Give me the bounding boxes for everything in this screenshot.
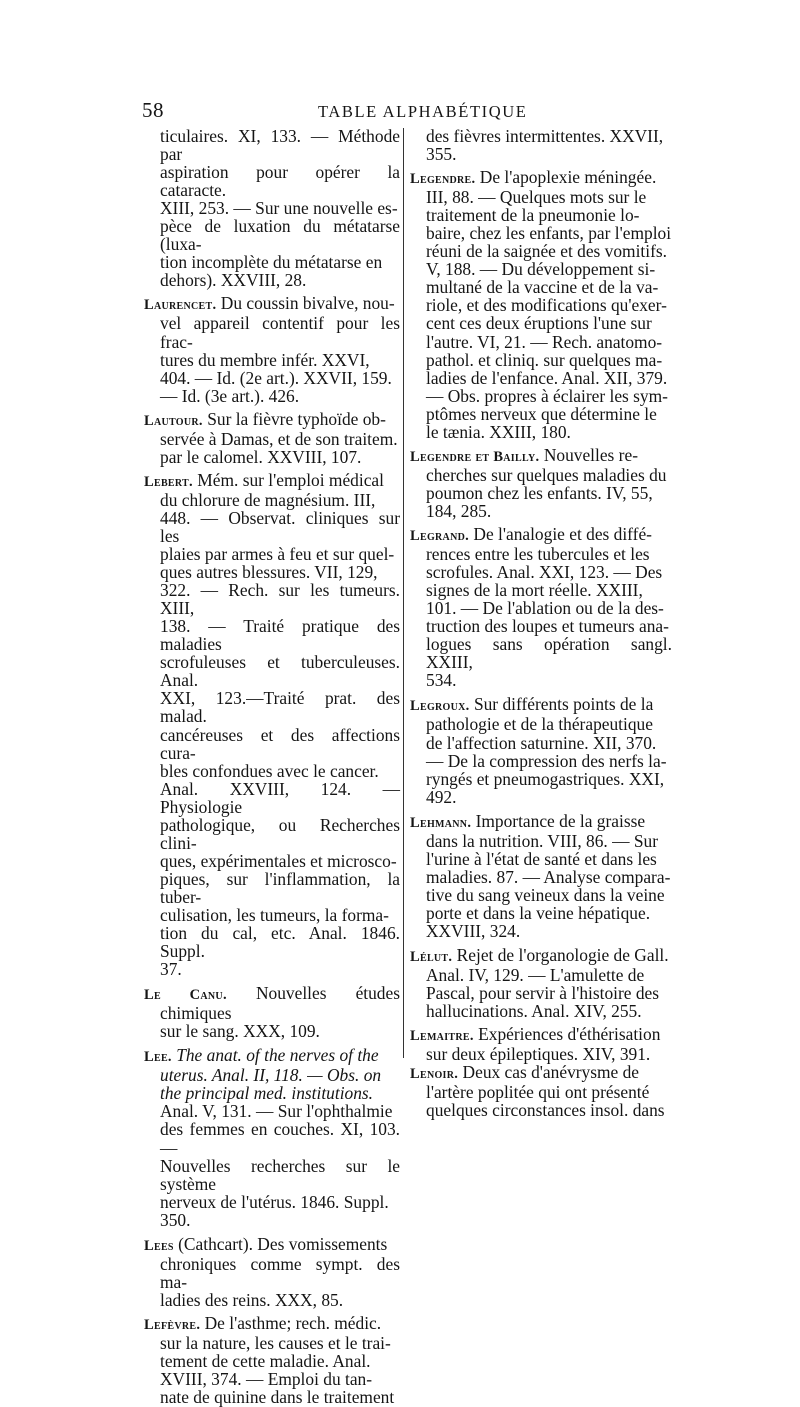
entry-line: maladies. 87. — Analyse compara-: [426, 866, 671, 887]
index-entry: [410, 1063, 672, 1119]
index-entry: [410, 812, 672, 940]
entry-line: culisation, les tumeurs, la forma-: [160, 904, 389, 925]
entry-line: uterus. Anal. II, 118. — Obs. on: [160, 1065, 382, 1086]
entry-line: réuni de la saignée et des vomitifs.: [426, 241, 667, 262]
entry-line: 184, 285.: [426, 500, 492, 521]
entry-line: du chlorure de magnésium. III,: [160, 489, 376, 510]
index-entry: [144, 1314, 400, 1406]
entry-line: Anal. V, 131. — Sur l'ophthalmie: [160, 1101, 393, 1122]
entry-line: ladies de l'enfance. Anal. XII, 379.: [426, 367, 668, 388]
entry-line: V, 188. — Du développement si-: [426, 259, 656, 280]
entry-headword: Lehmann.: [410, 814, 472, 831]
left-column: [144, 127, 400, 1406]
entry-headword: Lefèvre.: [144, 1316, 201, 1333]
entry-line: par le calomel. XXVIII, 107.: [160, 446, 362, 467]
entry-line: 322. — Rech. sur les tumeurs. XIII,: [160, 580, 400, 619]
entry-line: bles confondues avec le cancer.: [160, 760, 379, 781]
entry-headword: Legendre.: [410, 171, 476, 188]
entry-line: multané de la vaccine et de la va-: [426, 277, 659, 298]
entry-line: ques, expérimentales et microsco-: [160, 850, 397, 871]
entry-line: servée à Damas, et de son traitem.: [160, 428, 398, 449]
entry-line: 355.: [426, 144, 457, 165]
index-entry: [410, 168, 672, 441]
index-entry: [144, 294, 400, 404]
entry-line: tion incomplète du métatarse en: [160, 252, 383, 273]
entry-line: Deux cas d'anévrysme de: [458, 1062, 640, 1083]
entry-line: sur la nature, les causes et le trai-: [160, 1333, 391, 1353]
entry-line: 404. — Id. (2e art.). XXVII, 159.: [160, 367, 392, 388]
entry-line: tement de cette maladie. Anal.: [160, 1351, 371, 1372]
entry-line: sur deux épileptiques. XIV, 391.: [426, 1044, 651, 1065]
entry-line: dehors). XXVIII, 28.: [160, 270, 307, 291]
entry-headword: Lélut.: [410, 949, 453, 966]
entry-line: tive du sang veineux dans la veine: [426, 884, 665, 905]
entry-line: Sur différents points de la: [469, 694, 654, 715]
entry-line: Nouvelles études chimiques: [160, 983, 400, 1024]
entry-line: Importance de la graisse: [471, 810, 646, 831]
index-entry: [410, 695, 672, 805]
entry-line: de l'affection saturnine. XII, 370.: [426, 732, 657, 753]
entry-line: dans la nutrition. VIII, 86. — Sur: [426, 830, 659, 851]
entry-line: rences entre les tubercules et les: [426, 544, 650, 565]
entry-line: 492.: [426, 786, 457, 807]
entry-line: tures du membre infér. XXVI,: [160, 349, 370, 370]
entry-headword: Lebert.: [144, 473, 193, 490]
index-entry: [410, 525, 672, 689]
entry-headword: Lautour.: [144, 412, 203, 429]
entry-line: le tænia. XXIII, 180.: [426, 421, 571, 442]
entry-line: porte et dans la veine hépatique.: [426, 902, 651, 923]
entry-line: quelques circonstances insol. dans: [426, 1100, 665, 1121]
entry-line: cancéreuses et des affections cura-: [160, 724, 400, 763]
entry-headword: Legendre et Bailly.: [410, 448, 540, 465]
entry-line: scrofules. Anal. XXI, 123. — Des: [426, 562, 663, 583]
running-title: TABLE ALPHABÉTIQUE: [318, 102, 528, 121]
entry-line: 138. — Traité pratique des maladies: [160, 616, 400, 655]
entry-line: cent ces deux éruptions l'une sur: [426, 313, 652, 334]
index-entry: [410, 446, 672, 520]
entry-headword: Legrand.: [410, 527, 470, 544]
entry-line: 534.: [426, 670, 457, 691]
entry-line: — De la compression des nerfs la-: [426, 750, 667, 771]
page-number: 58: [142, 98, 164, 122]
entry-line: pathologique, ou Recherches clini-: [160, 814, 400, 853]
entry-line: des fièvres intermittentes. XXVII,: [426, 126, 664, 146]
entry-line: ptômes nerveux que détermine le: [426, 403, 657, 424]
entry-headword: Lee.: [144, 1049, 172, 1066]
entry-headword: Lemaitre.: [410, 1028, 474, 1045]
entry-line: piques, sur l'inflammation, la tuber-: [160, 868, 400, 907]
entry-line: Anal. XXVIII, 124. — Physiologie: [160, 778, 400, 817]
index-entry: [144, 1235, 400, 1309]
entry-line: pèce de luxation du métatarse (luxa-: [160, 216, 400, 255]
entry-line: — Id. (3e art.). 426.: [160, 385, 300, 406]
entry-line: ticulaires. XI, 133. — Méthode par: [160, 126, 400, 165]
entry-line: De l'asthme; rech. médic.: [200, 1312, 382, 1333]
entry-line: scrofuleuses et tuberculeuses. Anal.: [160, 652, 400, 691]
entry-line: Nouvelles recherches sur le système: [160, 1155, 400, 1194]
entry-line: Pascal, pour servir à l'histoire des: [426, 983, 660, 1004]
entry-line: poumon chez les enfants. IV, 55,: [426, 482, 653, 503]
entry-line: The anat. of the nerves of the: [171, 1045, 379, 1066]
entry-line: plaies par armes à feu et sur quel-: [160, 544, 395, 565]
entry-line: ladies des reins. XXX, 85.: [160, 1289, 344, 1310]
entry-line: l'urine à l'état de santé et dans les: [426, 848, 657, 869]
entry-line: logues sans opération sangl. XXIII,: [426, 634, 672, 673]
entry-line: ryngés et pneumogastriques. XXI,: [426, 768, 665, 789]
entry-line: 37.: [160, 959, 182, 980]
entry-line: truction des loupes et tumeurs ana-: [426, 616, 669, 637]
entry-headword: Legroux.: [410, 698, 470, 715]
entry-line: 101. — De l'ablation ou de la des-: [426, 598, 664, 619]
entry-line: Rejet de l'organologie de Gall.: [452, 945, 669, 966]
entry-line: nate de quinine dans le traitement: [160, 1387, 395, 1407]
index-entry: [410, 946, 672, 1020]
entry-line: Nouvelles re-: [539, 444, 638, 465]
entry-line: pathologie et de la thérapeutique: [426, 714, 653, 735]
entry-line: (Cathcart). Des vomissements: [173, 1233, 388, 1254]
entry-line: sur le sang. XXX, 109.: [160, 1021, 320, 1042]
right-column: [410, 127, 672, 1119]
entry-line: Expériences d'éthérisation: [473, 1024, 661, 1045]
entry-line: l'artère poplitée qui ont présenté: [426, 1082, 650, 1103]
entry-line: XXVIII, 324.: [426, 920, 521, 941]
index-entry: [144, 410, 400, 466]
entry-headword: Laurencet.: [144, 297, 217, 314]
index-entry-continued: [410, 127, 672, 163]
entry-line: — Obs. propres à éclairer les sym-: [426, 385, 668, 406]
entry-line: XVIII, 374. — Emploi du tan-: [160, 1369, 373, 1390]
entry-line: traitement de la pneumonie lo-: [426, 205, 640, 226]
column-divider: [403, 128, 404, 1058]
entry-line: hallucinations. Anal. XIV, 255.: [426, 1001, 642, 1022]
entry-line: aspiration pour opérer la cataracte.: [160, 162, 400, 201]
entry-headword: Lees: [144, 1237, 174, 1254]
entry-line: XXI, 123.—Traité prat. des malad.: [160, 688, 400, 727]
index-entry-continued: [144, 127, 400, 289]
entry-line: Sur la fièvre typhoïde ob-: [202, 408, 386, 429]
entry-headword: Le Canu.: [144, 987, 227, 1004]
entry-line: 448. — Observat. cliniques sur les: [160, 507, 400, 546]
entry-line: vel appareil contentif pour les frac-: [160, 313, 400, 352]
entry-line: De l'analogie et des diffé-: [469, 523, 652, 544]
entry-line: Anal. IV, 129. — L'amulette de: [426, 965, 645, 986]
entry-line: signes de la mort réelle. XXIII,: [426, 580, 643, 601]
index-entry: [144, 1046, 400, 1228]
entry-headword: Lenoir.: [410, 1066, 459, 1083]
entry-line: De l'apoplexie méningée.: [475, 167, 657, 188]
entry-line: baire, chez les enfants, par l'emploi: [426, 223, 672, 244]
entry-line: 350.: [160, 1209, 191, 1230]
entry-line: l'autre. VI, 21. — Rech. anatomo-: [426, 331, 663, 352]
entry-line: chroniques comme sympt. des ma-: [160, 1253, 400, 1292]
entry-line: the principal med. institutions.: [160, 1083, 374, 1104]
entry-line: riole, et des modifications qu'exer-: [426, 295, 667, 316]
index-entry: [144, 471, 400, 978]
entry-line: Mém. sur l'emploi médical: [192, 469, 384, 490]
index-entry: [410, 1025, 672, 1063]
index-entry: [144, 984, 400, 1040]
entry-line: XIII, 253. — Sur une nouvelle es-: [160, 198, 398, 219]
entry-line: Du coussin bivalve, nou-: [216, 293, 395, 314]
entry-line: des femmes en couches. XI, 103. —: [160, 1119, 400, 1158]
entry-line: nerveux de l'utérus. 1846. Suppl.: [160, 1191, 389, 1212]
entry-line: III, 88. — Quelques mots sur le: [426, 187, 647, 208]
entry-line: ques autres blessures. VII, 129,: [160, 562, 378, 583]
entry-line: pathol. et cliniq. sur quelques ma-: [426, 349, 663, 370]
entry-line: cherches sur quelques maladies du: [426, 464, 667, 485]
entry-line: tion du cal, etc. Anal. 1846. Suppl.: [160, 923, 400, 962]
